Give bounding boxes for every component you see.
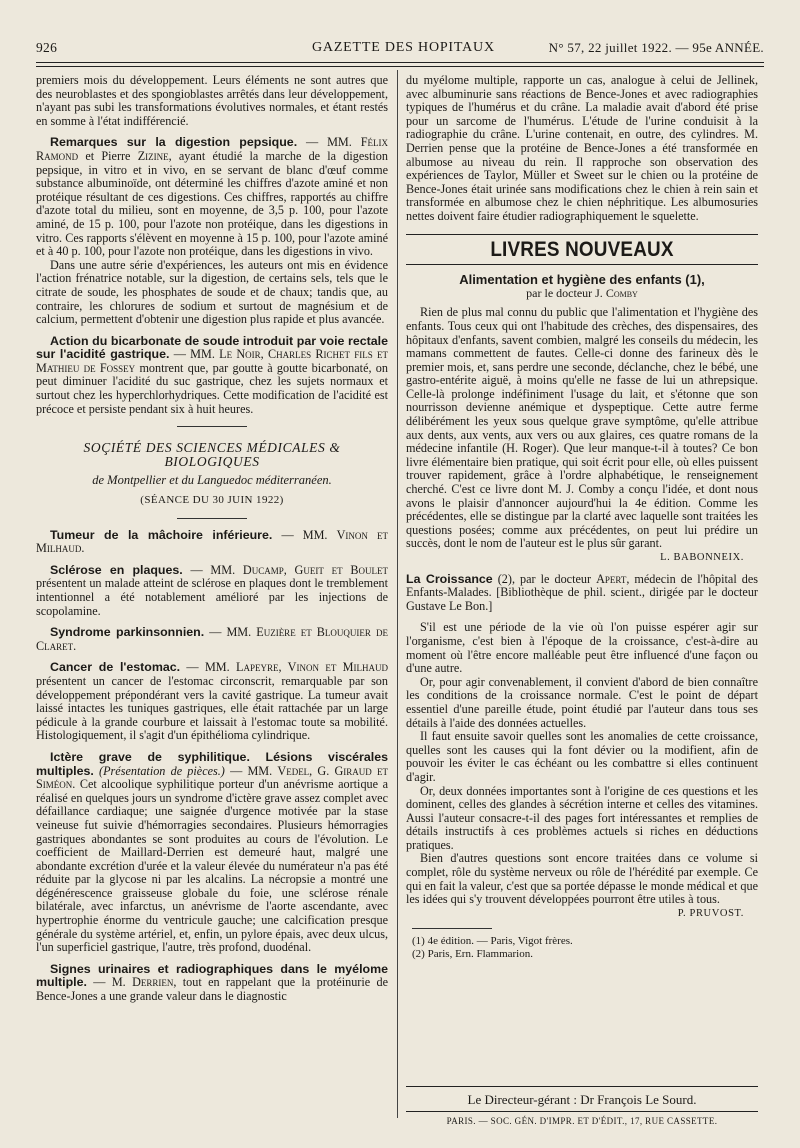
- article-heading: Action du bicarbonate de soude introduit par voie rectale sur l'acidité gastrique.: [36, 333, 388, 362]
- left-column: [36, 74, 388, 1004]
- author-name: Ducamp, Gueit et Boulet: [242, 562, 388, 577]
- author-name: Zizine: [137, 148, 169, 163]
- author-name: Le Noir, Charles Richet fils et Mathieu de Fossey: [36, 347, 388, 375]
- entry-body: présentent un cancer de l'estomac circonscrit, remarquable par son développement prépondérant vers la cavité gastrique. La tumeur avait laissé intactes les tuniques gastriques, elle était rattachée par un large pédicule à la grande courbure et laissait à l'estomac toute sa mobilité. Histologiquement, il s'agit d'un épithélioma cylindrique.: [36, 673, 388, 743]
- right-column: [406, 74, 758, 960]
- entry-heading: Ictère grave de syphilitique. Lésions viscérales multiples.: [36, 749, 388, 778]
- review-body: Or, deux données importantes sont à l'origine de ces questions et les dominent, celles des glandes à sécrétion interne et celles des vitamines. Aussi l'auteur consacre-t-il des pages fort intéressantes et remplies de détails instructifs à ces problèmes actuels si riches en déductions pratiques.: [406, 783, 758, 852]
- entry-body: présentent un malade atteint de sclérose en plaques dont le tremblement intentionnel a été notablement amélioré par les injections de scopolamine.: [36, 576, 388, 618]
- author-name: Vedel, G. Giraud et Siméon.: [36, 763, 388, 792]
- book-title: Alimentation et hygiène des enfants (1),: [459, 272, 705, 288]
- entry-myelome: Signes urinaires et radiographiques dans le myélome multiple. — M. Derrien, tout en rappelant que la protéinurie de Bence-Jones a une grande valeur dans le diagnostic: [36, 961, 388, 1004]
- review-croissance: La Croissance (2), par le docteur Apert, médecin de l'hôpital des Enfants-Malades. [Bibliothèque de phil. scient., dirigée par le docteur Gustave Le Bon.] S'il est une période de la vie où l'on puisse espérer agir sur l'organisme, c'est bien à l'époque de la croissance, c'est-à-dire au moment où l'être encore malléable peut être influencé d'une façon ou d'une autre. Or, pour agir convenablement, il convient d'abord de bien connaître les conditions de la croissance normale. C'est le point de départ essentiel d'une pareille étude, point étudié par l'auteur dans tous ses détails à l'aide des données actuelles. Il faut ensuite savoir quelles sont les anomalies de cette croissance, quelles sont les causes qui la font dévier ou la modifient, afin de pouvoir les éviter le cas échéant ou les combattre si elles continuent d'agir. Or, deux données importantes sont à l'origine de ces questions et les dominent, celles des glandes à sécrétion interne et celles des vitamines. Aussi l'auteur consacre-t-il des pages fort intéressantes et remplies de détails instructifs à ces problèmes actuels si riches en déductions pratiques. Bien d'autres questions sont encore traitées dans ce volume si complet, rôle du système nerveux ou rôle de l'hérédité par exemple. Ce qui en fait la valeur, c'est que sa portée dépasse le monde médical et que les idées qui s'y trouvent développées pourront être utiles à tous. P. PRUVOST.: [406, 571, 758, 919]
- footer-rule: [406, 1086, 758, 1087]
- society-heading: SOÇIÉTÉ DES SCIENCES MÉDICALES & BIOLOGIQUES: [83, 440, 341, 469]
- article-digestion-pepsique: Remarques sur la digestion pepsique. — MM. Félix Ramond et Pierre Zizine, ayant étudié la marche de la digestion pepsique, in vitro et in vivo, en se servant de blanc d'œuf comme substance albuminoïde, ont déterminé les chiffres d'azote aminé et non protéique résultant de ces digestions. Ces chiffres, rapportés au chiffre d'azote total du milieu, sont en moyenne, de 3,5 p. 100, pour l'azote aminé, de 15 p. 100, pour l'azote non protéique, dans les digestions in vitro. Ces rapports s'élèvent en moyenne à 15 p. 100, pour l'azote aminé et à 40 p. 100, pour l'azote non protéique, dans les digestions in vivo. Dans une autre série d'expériences, les auteurs ont mis en évidence l'action frénatrice notable, sur la digestion, de certains sels, tels que le citrate de soude, les phosphates de soude et de chaux; tandis que, au contraire, les chlorures de sodium et surtout de magnésium et de calcium, permettent d'obtenir une digestion plus rapide et plus avancée.: [36, 135, 388, 327]
- entry-heading: Cancer de l'estomac.: [50, 660, 181, 675]
- author-name: Lapeyre, Vinon et Milhaud: [236, 660, 388, 675]
- entry-ictere: Ictère grave de syphilitique. Lésions viscérales multiples. (Présentation de pièces.) — MM. Vedel, G. Giraud et Siméon. Cet alcoolique syphilitique porteur d'un anévrisme aortique a réalisé en quelques jours un syndrome d'ictère grave assez complet avec défaillance cardiaque; une saignée d'urgence motivée par la stase veineuse fut suivie d'hémorragies secondaires. Plusieurs hémorragies gastriques abondantes se sont produites au cours de l'évolution. Le coefficient de Maillard-Derrien est demeuré haut, malgré une abondante excrétion d'urée et la valeur élevée du numérateur n'a pas été réduite par la glycose ni par les alcalins. La nécropsie a montré une dégénérescence graisseuse globale du foie, une sclérose rénale bilatérale, avec infarctus, un anévrisme de l'aorte ascendante, avec hypertrophie énorme du ventricule gauche; une calcification presque générale du système artériel, et, enfin, un pylore épais, avec deux ulcus, l'un superficiel gastrique, l'autre, très profond, duodénal.: [36, 749, 388, 955]
- publisher-manager: Le Directeur-gérant : Dr François Le Sourd.: [467, 1092, 697, 1107]
- author-name: Félix Ramond: [36, 135, 388, 163]
- author-name: Comby: [605, 285, 638, 300]
- entry-parkinson: Syndrome parkinsonnien. — MM. Euzière et Blouquier de Claret.: [36, 625, 388, 653]
- banner-rule: [406, 264, 758, 265]
- footnote: (1) 4e édition. — Paris, Vigot frères.: [412, 935, 573, 948]
- entry-heading: Sclérose en plaques.: [50, 562, 183, 577]
- review-alimentation: [406, 273, 758, 564]
- article-bicarbonate: Action du bicarbonate de soude introduit par voie rectale sur l'acidité gastrique. — MM. Le Noir, Charles Richet fils et Mathieu de Fossey montrent que, par goutte à goutte bicarbonaté, on peut diminuer l'acidité du suc gastrique, chez les sujets normaux et surtout chez les hyperchlorhydriques. Cette modification de l'acidité est précoce et persiste pendant six à huit heures.: [36, 333, 388, 416]
- entry-tumeur: Tumeur de la mâchoire inférieure. — MM. Vinon et Milhaud.: [36, 527, 388, 556]
- footnote-rule: [412, 928, 492, 929]
- review-body: S'il est une période de la vie où l'on puisse espérer agir sur l'organisme, c'est bien à l'époque de la croissance, c'est-à-dire au moment où l'être encore malléable peut être influencé d'une façon ou d'une autre.: [406, 620, 758, 676]
- continued-paragraph: du myélome multiple, rapporte un cas, analogue à celui de Jellinek, avec albuminurie sans réactions de Bence-Jones et avec radiographies typiques de l'humérus et du crâne. La maladie avait d'abord été prise pour un sarcome de l'humérus. L'étude de l'urine conduisit à la radiographie du crâne. L'urine contenait, en outre, des cylindres. M. Derrien pense que la protéine de Bence-Jones a été transformée en albumose au niveau du rein. Il rapproche son observation des expériences de Taylor, Müller et Sweet sur le chien ou la protéine de Bence-Jones était urinée sans modifications chez le chien à rein sain et transformée en albumose chez le chien néphritique. Les albumosuries nettes doivent faire étudier radiographiquement le squelette.: [406, 73, 758, 223]
- footnote: (2) Paris, Ern. Flammarion.: [412, 947, 533, 960]
- article-body: Dans une autre série d'expériences, les auteurs ont mis en évidence l'action frénatrice notable, sur la digestion, de certains sels, tels que le citrate de soude, les phosphates de soude et de chaux; tandis que, au contraire, les chlorures de sodium et surtout de magnésium et de calcium, permettent d'obtenir une digestion plus rapide et plus avancée.: [36, 257, 388, 327]
- book-author-line: par le docteur J. Comby: [526, 285, 638, 300]
- entry-sclerose: Sclérose en plaques. — MM. Ducamp, Gueit et Boulet présentent un malade atteint de sclérose en plaques dont le tremblement intentionnel a été notablement amélioré par les injections de scopolamine.: [36, 562, 388, 618]
- section-banner: LIVRES NOUVEAUX: [490, 237, 674, 261]
- review-body: Bien d'autres questions sont encore traitées dans ce volume si complet, rôle du système nerveux ou rôle de l'hérédité par exemple. Ce qui en fait la valeur, c'est que sa portée dépasse le monde médical et que les idées qui s'y trouvent développées pourront être utiles à tous.: [406, 851, 758, 907]
- header-rule: [36, 62, 764, 63]
- article-body: montrent que, par goutte à goutte bicarbonaté, on peut diminuer l'acidité du suc gastrique, chez les sujets normaux et surtout chez les hyperchlorhydriques. Cette modification de l'acidité est précoce et persiste pendant six à huit heures.: [36, 360, 388, 416]
- author-name: Vinon et Milhaud.: [36, 527, 388, 556]
- column-divider: [397, 70, 398, 1118]
- author-name: Apert: [596, 571, 627, 586]
- continued-paragraph: premiers mois du développement. Leurs éléments ne sont autres que des neuroblastes et des spongioblastes arrêtés dans leur développement, n'ayant pas subi les transformations évolutives normales, et étant restés en somme à l'état indifférencié.: [36, 73, 388, 128]
- entry-heading: Tumeur de la mâchoire inférieure.: [50, 527, 273, 542]
- society-subheading: de Montpellier et du Languedoc méditerranéen.: [92, 473, 332, 488]
- header-rule-secondary: [36, 66, 764, 67]
- review-body: Or, pour agir convenablement, il convient d'abord de bien connaître les conditions de la croissance normale. C'est le point de départ essentiel d'une pareille étude, point étudié par l'auteur dans tous ses détails à l'aide des données actuelles.: [406, 674, 758, 730]
- entry-heading: Syndrome parkinsonnien.: [50, 625, 205, 640]
- issue-info: N° 57, 22 juillet 1922. — 95e ANNÉE.: [548, 40, 764, 55]
- printer-line: PARIS. — SOC. GÉN. D'IMPR. ET D'ÉDIT., 17, RUE CASSETTE.: [446, 1116, 718, 1126]
- review-body: Rien de plus mal connu du public que l'alimentation et l'hygiène des enfants. Tous ceux qui ont l'habitude des crèches, des dispensaires, des hôpitaux d'enfants, savent combien, malgré les conseils du médecin, les mamans commettent de fautes. Celle-ci donne des farineux dès le premier mois, et, sans perdre une seconde, déclanche, chez le bébé, une gastro-entérite aiguë, à moins qu'elle ne fasse de lui un athrepsique. Celle-là prolonge indéfiniment l'usage du lait, et s'étonne que son nourrisson devienne anémique et dyspeptique. Cette autre ferme délibérément les yeux sous quelque grave symptôme, qu'elle attribue aux dents, aux vents, aux vers ou aux glaires, ces quatre romans de la médecine infantile (H. Roger). Que leur manque-t-il à toutes? Ce bon livre élémentaire bien pratique, qui soit écrit pour elle, où elles puissent trouver rapidement, grâce à l'ordre alphabétique, le renseignement cherché. C'est ce livre dont M. J. Comby a conçu l'idée, et dont nous avons le plaisir d'annoncer aujourd'hui la 4e édition. Comme les précédentes, elle se distingue par la clarté avec laquelle sont traitées les questions posées; comme aux précédentes, on peut lui prédire un succès, dont le nom de l'auteur est le plus sûr garant.: [406, 305, 758, 551]
- entry-cancer: Cancer de l'estomac. — MM. Lapeyre, Vinon et Milhaud présentent un cancer de l'estomac circonscrit, remarquable par son développement prépondérant vers la cavité gastrique. La tumeur avait laissé intactes les tuniques gastriques, elle était rattachée par un large pédicule à la grande courbure et laissait à l'estomac toute sa mobilité. Histologiquement, il s'agit d'un épithélioma cylindrique.: [36, 660, 388, 743]
- entry-heading: Signes urinaires et radiographiques dans le myélome multiple.: [36, 961, 388, 990]
- section-divider: [177, 426, 247, 427]
- article-heading: Remarques sur la digestion pepsique.: [50, 135, 298, 150]
- page-header: [36, 40, 764, 62]
- review-signature: P. PRUVOST.: [677, 907, 744, 919]
- banner-rule: [406, 234, 758, 235]
- author-name: Euzière et Blouquier de Claret.: [36, 625, 388, 653]
- author-name: Derrien: [132, 975, 174, 990]
- article-body: , ayant étudié la marche de la digestion pepsique, in vitro et in vivo, en se servant de blanc d'œuf comme substance albuminoïde, ont déterminé les chiffres d'azote aminé et non protéique résultant de ces digestions. Ces chiffres, rapportés au chiffre d'azote total du milieu, sont en moyenne, de 3,5 p. 100, pour l'azote aminé, de 15 p. 100, pour l'azote non protéique, dans les digestions in vitro. Ces rapports s'élèvent en moyenne à 15 p. 100, pour l'azote aminé et à 40 p. 100, pour l'azote non protéique, dans les digestions in vivo.: [36, 148, 388, 259]
- review-signature: L. BABONNEIX.: [660, 552, 744, 563]
- book-title: La Croissance: [406, 571, 493, 586]
- section-divider: [177, 518, 247, 519]
- footer-rule: [406, 1111, 758, 1112]
- session-date: (SÉANCE DU 30 JUIN 1922): [140, 494, 284, 507]
- entry-body: Cet alcoolique syphilitique porteur d'un anévrisme aortique a réalisé en quelques jours un syndrome d'ictère grave assez complet avec défaillance cardiaque; une saignée d'urgence motivée par la stase veineuse fut suivie d'hémorragies secondaires. Plusieurs hémorragies gastriques abondantes se sont produites au cours de l'évolution. Le coefficient de Maillard-Derrien est demeuré haut, malgré une abondante excrétion d'urée et la valeur élevée du numérateur n'a pas été réduite par la glycose ni par les alcalins. La nécropsie a montré une dégénérescence graisseuse globale du foie, une sclérose rénale bilatérale, avec infarctus, un anévrisme de l'aorte ascendante, avec hypertrophie énorme du ventricule gauche; une calcification presque générale du système artériel, et, enfin, un pylore épais, avec deux ulcus, l'un superficiel gastrique, l'autre, très profond, duodénal.: [36, 777, 388, 955]
- page-number: 926: [36, 40, 58, 55]
- review-body: Il faut ensuite savoir quelles sont les anomalies de cette croissance, quelles sont les causes qui la font dévier ou la modifient, afin de pouvoir les éviter le cas échéant ou les combattre si elles continuent d'agir.: [406, 729, 758, 784]
- entry-body: , tout en rappelant que la protéinurie de Bence-Jones a une grande valeur dans le diagnostic: [36, 975, 388, 1004]
- journal-title: GAZETTE DES HOPITAUX: [312, 40, 495, 55]
